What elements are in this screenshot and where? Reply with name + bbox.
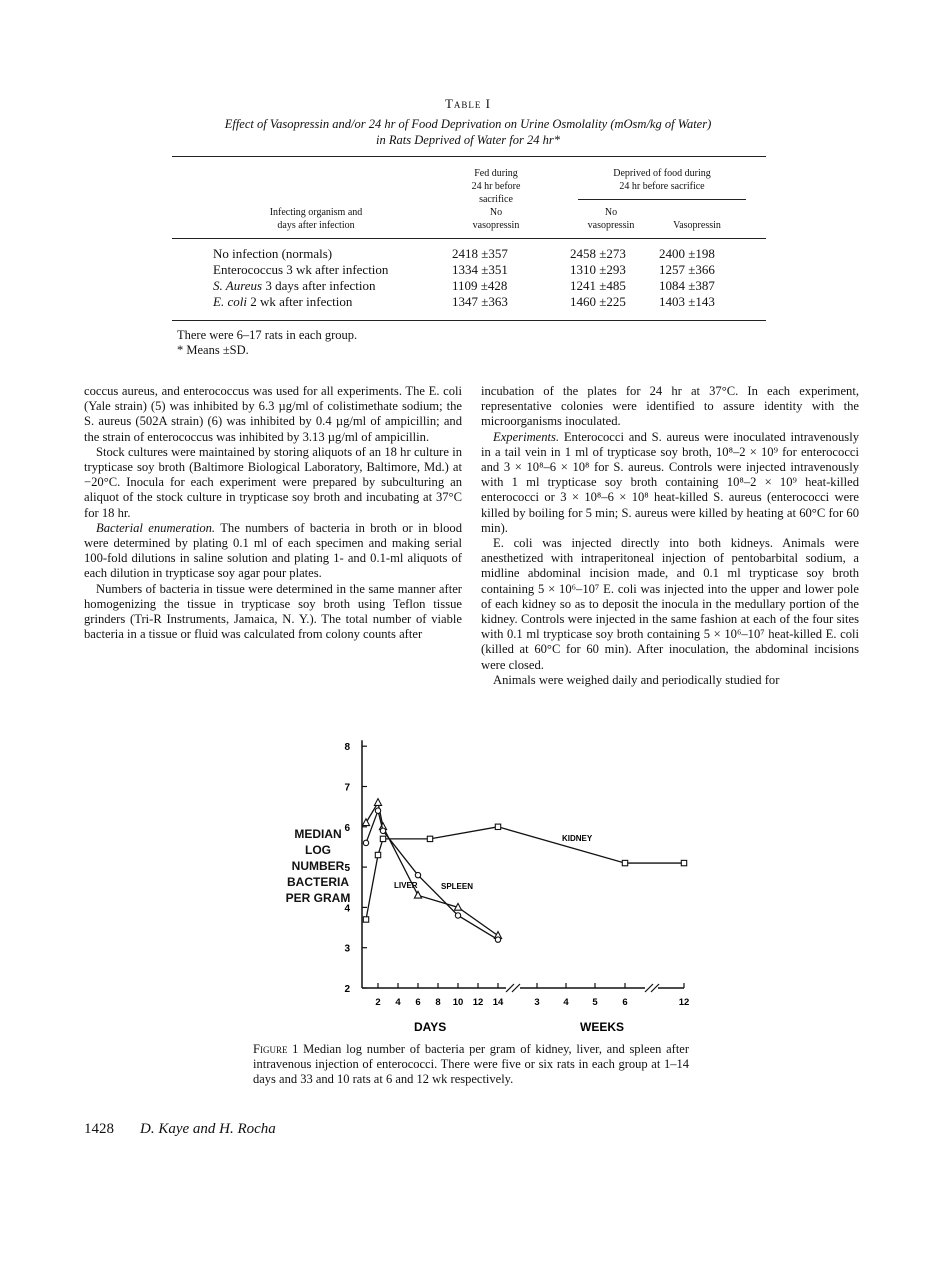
- row-label-organism: E. coli: [213, 294, 247, 309]
- data-point: [495, 824, 500, 829]
- paragraph-text: Enterococci and S. aureus were inoculated intravenously in a tail vein in 1 ml of trypticase soy broth, 10⁸–2 × 10⁹ for enterococci and 3 × 10⁸–6 × 10⁸ for S. aureus. Controls were injected intravenously with 1 ml trypticase soy broth containing 10⁸–2 × 10⁹ heat-killed enterococci or 3 × 10⁸–6 × 10⁸ heat-killed S. aureus (enterococci were killed by boiling for 5 min; S. aureus were killed by heating at 60°C for 60 min).: [481, 429, 859, 535]
- data-point: [374, 799, 381, 806]
- left-column: [84, 384, 462, 642]
- data-point: [622, 860, 627, 865]
- data-point: [495, 937, 500, 942]
- x-tick-label: 6: [415, 997, 421, 1008]
- series-label-liver: LIVER: [394, 881, 418, 890]
- y-tick-label: 4: [344, 903, 350, 915]
- paragraph: E. coli was injected directly into both kidneys. Animals were anesthetized with intraperitoneal injection of pentobarbital sodium, a midline abdominal incision made, and 0.1 ml trypticase soy broth containing 5 × 10⁶–10⁷ E. coli was injected into the upper and lower pole of each kidney so as to deposit the inocula in the medullary portion of the kidney. Controls were injected in the same fashion at each of the four sites with 0.1 ml trypticase soy broth containing 5 × 10⁶–10⁷ heat-killed E. coli (killed at 60°C for 60 min). After inoculation, the abdominal incisions were closed.: [481, 536, 859, 672]
- table-top-rule: [172, 156, 766, 157]
- x-axis-label-days: DAYS: [414, 1020, 447, 1034]
- header-fed-line3: sacrifice: [479, 194, 513, 205]
- x-tick-label: 6: [622, 997, 628, 1008]
- x-tick-label: 5: [592, 997, 598, 1008]
- x-tick-label: 14: [492, 997, 504, 1008]
- table-header-deprived: [574, 167, 750, 193]
- paragraph: Animals were weighed daily and periodically studied for: [493, 672, 780, 687]
- table-header-organism: [236, 206, 396, 232]
- row-label-organism: S. Aureus: [213, 278, 263, 293]
- header-novaso-line1: No: [604, 207, 618, 218]
- header-fed-line4: No: [489, 207, 503, 218]
- y-tick-label: 3: [344, 943, 350, 955]
- table-row-label: [213, 294, 352, 310]
- page-number: 1428: [84, 1121, 114, 1137]
- table-cell-no-vaso: 2458 ±273: [570, 246, 626, 261]
- data-point: [681, 860, 686, 865]
- right-column: [481, 384, 859, 688]
- table-header-vasopressin: Vasopressin: [673, 220, 721, 231]
- figure-caption-head: Figure 1: [253, 1042, 299, 1056]
- x-tick-label: 12: [678, 997, 690, 1008]
- paragraph: Stock cultures were maintained by storing aliquots of an 18 hr culture in trypticase soy broth (Baltimore Biological Laboratory, Baltimore, Md.) at −20°C. Inocula for each experiment were prepared by subculturing an aliquot of the stock culture in trypticase soy broth and incubating at 37°C for 18 hr.: [84, 444, 462, 520]
- header-fed-line1: Fed during: [474, 168, 518, 179]
- table-note: There were 6–17 rats in each group.: [177, 328, 358, 342]
- header-novaso-line2: vasopressin: [587, 220, 635, 231]
- paragraph: coccus aureus, and enterococcus was used for all experiments. The E. coli (Yale strain) (5) was inhibited by 6.3 µg/ml of colistimethate sodium; the S. aureus (502A strain) (6) was inhibited by 0.4 µg/ml of ampicillin; and the strain of enterococcus was inhibited by 3.13 µg/ml of ampicillin.: [84, 384, 462, 444]
- table-row-label: [213, 262, 388, 278]
- ylabel-line: MEDIAN: [294, 827, 342, 841]
- y-tick-label: 6: [344, 822, 350, 834]
- table-row-label: [213, 278, 375, 294]
- data-point: [375, 852, 380, 857]
- figure-caption-text: Median log number of bacteria per gram of kidney, liver, and spleen after intravenous injection of enterococci. There were five or six rats in each group at 1–14 days and 33 and 10 rats at 6 and 12 wk respectively.: [253, 1042, 689, 1086]
- paragraph-text: The numbers of bacteria in broth or in blood were determined by plating 0.1 ml of each specimen and making serial 100-fold dilutions in saline solution and plating 1- and 0.1-ml aliquots of each dilution in trypticase soy agar pour plates.: [84, 520, 462, 581]
- y-tick-label: 2: [344, 984, 350, 995]
- table-label: Table I: [444, 96, 492, 111]
- paragraph-heading: Experiments.: [493, 429, 560, 444]
- row-label-text: 2 wk after infection: [246, 294, 353, 309]
- x-axis: [362, 983, 689, 1008]
- y-axis: [344, 740, 367, 995]
- x-tick-label: 4: [395, 997, 401, 1008]
- table-cell-fed: 1109 ±428: [452, 278, 508, 293]
- x-axis-label-weeks: WEEKS: [580, 1020, 625, 1034]
- data-point: [380, 836, 385, 841]
- table-caption-line2: in Rats Deprived of Water for 24 hr*: [376, 133, 560, 147]
- header-fed-line2: 24 hr before: [471, 181, 521, 192]
- x-tick-label: 12: [472, 997, 484, 1008]
- figure-1-chart: [330, 735, 710, 1040]
- row-label-text: No infection (normals): [213, 246, 333, 261]
- table-cell-vaso: 1403 ±143: [659, 294, 715, 309]
- x-tick-label: 4: [563, 997, 569, 1008]
- y-tick-label: 5: [344, 863, 350, 875]
- series-layer: [362, 799, 686, 943]
- header-fed-line5: vasopressin: [472, 220, 520, 231]
- data-point: [414, 891, 421, 898]
- x-tick-label: 2: [375, 997, 381, 1008]
- series-label-kidney: KIDNEY: [562, 834, 593, 843]
- data-point: [380, 828, 385, 833]
- running-authors: D. Kaye and H. Rocha: [140, 1121, 276, 1137]
- series-label-spleen: SPLEEN: [441, 882, 474, 891]
- table-footnote: * Means ±SD.: [177, 343, 249, 357]
- data-point: [415, 872, 420, 877]
- ylabel-line: NUMBER: [291, 859, 345, 873]
- table-cell-fed: 1347 ±363: [452, 294, 508, 309]
- table-header-rule: [172, 238, 766, 239]
- table-cell-no-vaso: 1460 ±225: [570, 294, 626, 309]
- series-line-kidney: [366, 827, 684, 920]
- row-label-text: Enterococcus 3 wk after infection: [213, 262, 389, 277]
- x-tick-label: 10: [452, 997, 464, 1008]
- paragraph: Numbers of bacteria in tissue were determined in the same manner after homogenizing the tissue in trypticase soy broth using Teflon tissue grinders (Tri-R Instruments, Jamaica, N. Y.). The total number of viable bacteria in a tissue or fluid was calculated from colony counts after: [84, 581, 462, 642]
- x-tick-label: 3: [534, 997, 540, 1008]
- paragraph-heading: Bacterial enumeration.: [96, 520, 216, 535]
- table-cell-fed: 2418 ±357: [452, 246, 508, 261]
- series-line-liver: [366, 803, 498, 936]
- y-tick-label: 7: [344, 782, 350, 794]
- paragraph: incubation of the plates for 24 hr at 37°C. In each experiment, representative colonies were identified to assure identity with the microorganisms inoculated.: [481, 384, 859, 429]
- row-label-text: 3 days after infection: [262, 278, 376, 293]
- header-organism-line1: Infecting organism and: [269, 207, 363, 218]
- header-deprived-line2: 24 hr before sacrifice: [619, 181, 705, 192]
- table-header-no-vasopressin: [566, 206, 656, 232]
- table-cell-vaso: 2400 ±198: [659, 246, 715, 261]
- table-bottom-rule: [172, 320, 766, 321]
- table-caption-line1: Effect of Vasopressin and/or 24 hr of Food Deprivation on Urine Osmolality (mOsm/kg of Water): [224, 117, 712, 131]
- ylabel-line: LOG: [305, 843, 331, 857]
- table-row-label: [213, 246, 332, 262]
- header-deprived-line1: Deprived of food during: [613, 168, 711, 179]
- ylabel-line: BACTERIA: [287, 875, 349, 889]
- table-cell-vaso: 1084 ±387: [659, 278, 715, 293]
- table-header-fed: [446, 167, 546, 232]
- data-point: [455, 913, 460, 918]
- paragraph: [84, 521, 462, 582]
- data-point: [375, 808, 380, 813]
- data-point: [427, 836, 432, 841]
- data-point: [363, 840, 368, 845]
- header-organism-line2: days after infection: [277, 220, 355, 231]
- y-tick-label: 8: [344, 742, 350, 754]
- table-caption: [170, 116, 766, 148]
- table-cell-fed: 1334 ±351: [452, 262, 508, 277]
- ylabel-line: PER GRAM: [285, 891, 351, 905]
- table-cell-vaso: 1257 ±366: [659, 262, 715, 277]
- figure-caption: [253, 1042, 689, 1087]
- table-cell-no-vaso: 1310 ±293: [570, 262, 626, 277]
- data-point: [363, 917, 368, 922]
- table-cell-no-vaso: 1241 ±485: [570, 278, 626, 293]
- paragraph: [481, 430, 859, 536]
- x-tick-label: 8: [435, 997, 441, 1008]
- table-subheader-rule: [578, 199, 746, 200]
